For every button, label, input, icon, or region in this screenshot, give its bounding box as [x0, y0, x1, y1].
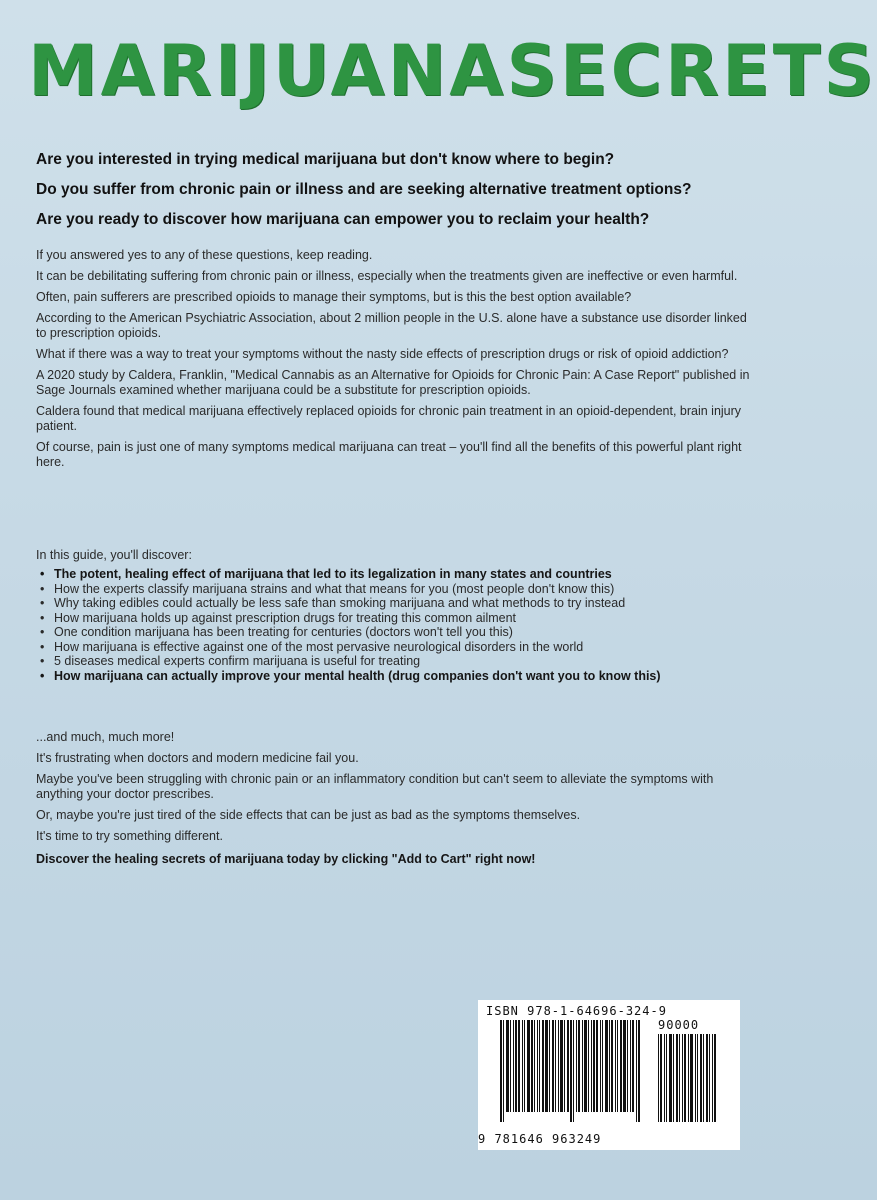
barcode-bar — [537, 1020, 538, 1112]
list-item: • How the experts classify marijuana strains and what that means for you (most people don't know this) — [54, 582, 758, 597]
barcode-bar — [534, 1020, 535, 1112]
barcode-addon-bar — [658, 1034, 659, 1122]
isbn-barcode — [478, 1000, 740, 1150]
barcode-bar — [524, 1020, 525, 1112]
paragraph: It's frustrating when doctors and modern medicine fail you. — [36, 751, 359, 765]
barcode-addon — [658, 1034, 730, 1122]
barcode-bar — [500, 1020, 502, 1122]
barcode-addon-bar — [697, 1034, 698, 1122]
barcode-addon-bar — [682, 1034, 683, 1122]
barcode-main-bars — [500, 1020, 650, 1122]
barcode-addon-bar — [666, 1034, 667, 1122]
list-item: • How marijuana holds up against prescription drugs for treating this common ailment — [54, 611, 758, 626]
closing-section — [36, 730, 758, 873]
barcode-bar — [555, 1020, 556, 1112]
barcode-addon-bar — [669, 1034, 672, 1122]
barcode-addon-bar — [703, 1034, 704, 1122]
barcode-bar — [570, 1020, 572, 1122]
barcode-bar — [627, 1020, 628, 1112]
barcode-bar — [549, 1020, 550, 1112]
barcode-addon-bar — [714, 1034, 716, 1122]
list-item: • How marijuana can actually improve your mental health (drug companies don't want you to know this) — [54, 669, 758, 684]
barcode-bar — [623, 1020, 626, 1112]
barcode-bar — [582, 1020, 583, 1112]
barcode-addon-bar — [673, 1034, 674, 1122]
barcode-bar — [527, 1020, 530, 1112]
barcode-bar — [630, 1020, 631, 1112]
barcode-addon-bar — [676, 1034, 678, 1122]
isbn-label: ISBN 978-1-64696-324-9 — [486, 1004, 667, 1018]
barcode-bar — [576, 1020, 577, 1112]
description-body — [36, 248, 758, 476]
barcode-bar — [584, 1020, 587, 1112]
barcode-bar — [506, 1020, 509, 1112]
barcode-bar — [632, 1020, 634, 1112]
paragraph: What if there was a way to treat your symptoms without the nasty side effects of prescription drugs or risk of opioid addiction? — [36, 347, 729, 361]
barcode-bar — [567, 1020, 569, 1112]
barcode-digits: 9 781646 963249 — [478, 1132, 602, 1146]
list-item: • How marijuana is effective against one of the most pervasive neurological disorders in the world — [54, 640, 758, 655]
barcode-bar — [611, 1020, 613, 1112]
paragraph: It can be debilitating suffering from chronic pain or illness, especially when the treatments given are ineffective or even harmful. — [36, 269, 738, 283]
barcode-bar — [578, 1020, 580, 1112]
barcode-bar — [522, 1020, 523, 1112]
list-item: • Why taking edibles could actually be less safe than smoking marijuana and what methods to try instead — [54, 596, 758, 611]
barcode-addon-bar — [695, 1034, 696, 1122]
paragraph: It's time to try something different. — [36, 829, 223, 843]
barcode-bar — [515, 1020, 517, 1112]
list-item: • One condition marijuana has been treating for centuries (doctors won't tell you this) — [54, 625, 758, 640]
barcode-bar — [518, 1020, 520, 1112]
barcode-bars — [486, 1020, 732, 1122]
barcode-bar — [638, 1020, 640, 1122]
barcode-addon-bar — [700, 1034, 702, 1122]
paragraph: If you answered yes to any of these questions, keep reading. — [36, 248, 373, 262]
barcode-bar — [591, 1020, 592, 1112]
barcode-bar — [560, 1020, 563, 1112]
barcode-addon-bar — [690, 1034, 693, 1122]
barcode-addon-label: 90000 — [658, 1018, 700, 1032]
barcode-addon-bar — [660, 1034, 662, 1122]
barcode-addon-bar — [709, 1034, 710, 1122]
paragraph: Maybe you've been struggling with chronic pain or an inflammatory condition but can't seem to alleviate the symptoms with anything your doctor prescribes. — [36, 772, 714, 801]
list-item: • The potent, healing effect of marijuana that led to its legalization in many states and countries — [54, 567, 758, 582]
barcode-bar — [542, 1020, 544, 1112]
guide-bullet-list — [36, 567, 758, 683]
guide-list-section — [36, 548, 758, 683]
paragraph: A 2020 study by Caldera, Franklin, "Medical Cannabis as an Alternative for Opioids for Chronic Pain: A Case Report" published in Sage Journals examined whether marijuana could be a substitute for prescription opioids. — [36, 368, 750, 397]
guide-intro: In this guide, you'll discover: — [36, 548, 192, 562]
barcode-bar — [539, 1020, 540, 1112]
barcode-bar — [503, 1020, 504, 1122]
barcode-addon-bar — [706, 1034, 708, 1122]
paragraph: ...and much, much more! — [36, 730, 175, 744]
paragraph: Of course, pain is just one of many symptoms medical marijuana can treat – you'll find all the benefits of this powerful plant right here. — [36, 440, 742, 469]
barcode-bar — [636, 1020, 637, 1122]
barcode-bar — [600, 1020, 601, 1112]
barcode-bar — [573, 1020, 574, 1122]
question: Are you interested in trying medical marijuana but don't know where to begin? — [36, 151, 615, 168]
barcode-addon-bar — [688, 1034, 689, 1122]
paragraph: Or, maybe you're just tired of the side effects that can be just as bad as the symptoms themselves. — [36, 808, 581, 822]
barcode-bar — [596, 1020, 598, 1112]
barcode-bar — [531, 1020, 533, 1112]
barcode-bar — [564, 1020, 565, 1112]
barcode-bar — [615, 1020, 616, 1112]
barcode-bar — [605, 1020, 608, 1112]
barcode-bar — [620, 1020, 622, 1112]
list-item: • 5 diseases medical experts confirm marijuana is useful for treating — [54, 654, 758, 669]
barcode-bar — [558, 1020, 559, 1112]
barcode-bar — [593, 1020, 595, 1112]
question-block — [36, 150, 758, 240]
title-word-1: MARIJUANA — [28, 30, 507, 112]
barcode-addon-bar — [712, 1034, 713, 1122]
paragraph: Caldera found that medical marijuana effectively replaced opioids for chronic pain treatment in an opioid-dependent, brain injury patient. — [36, 404, 742, 433]
barcode-addon-bar — [679, 1034, 680, 1122]
barcode-addon-bar — [664, 1034, 665, 1122]
call-to-action: Discover the healing secrets of marijuana today by clicking "Add to Cart" right now! — [36, 852, 536, 866]
barcode-addon-bars — [658, 1034, 718, 1122]
paragraph: According to the American Psychiatric Association, about 2 million people in the U.S. alone have a substance use disorder linked to prescription opioids. — [36, 311, 747, 340]
title-word-2: SECRETS — [506, 30, 877, 112]
barcode-addon-bar — [684, 1034, 686, 1122]
question: Do you suffer from chronic pain or illness and are seeking alternative treatment options? — [36, 181, 692, 198]
barcode-bar — [513, 1020, 514, 1112]
cover-title — [28, 18, 877, 124]
barcode-bar — [552, 1020, 554, 1112]
barcode-bar — [588, 1020, 589, 1112]
barcode-bar — [617, 1020, 618, 1112]
question: Are you ready to discover how marijuana can empower you to reclaim your health? — [36, 211, 650, 228]
barcode-bar — [609, 1020, 610, 1112]
paragraph: Often, pain sufferers are prescribed opioids to manage their symptoms, but is this the best option available? — [36, 290, 632, 304]
barcode-bar — [510, 1020, 511, 1112]
barcode-bar — [545, 1020, 548, 1112]
barcode-bar — [602, 1020, 603, 1112]
